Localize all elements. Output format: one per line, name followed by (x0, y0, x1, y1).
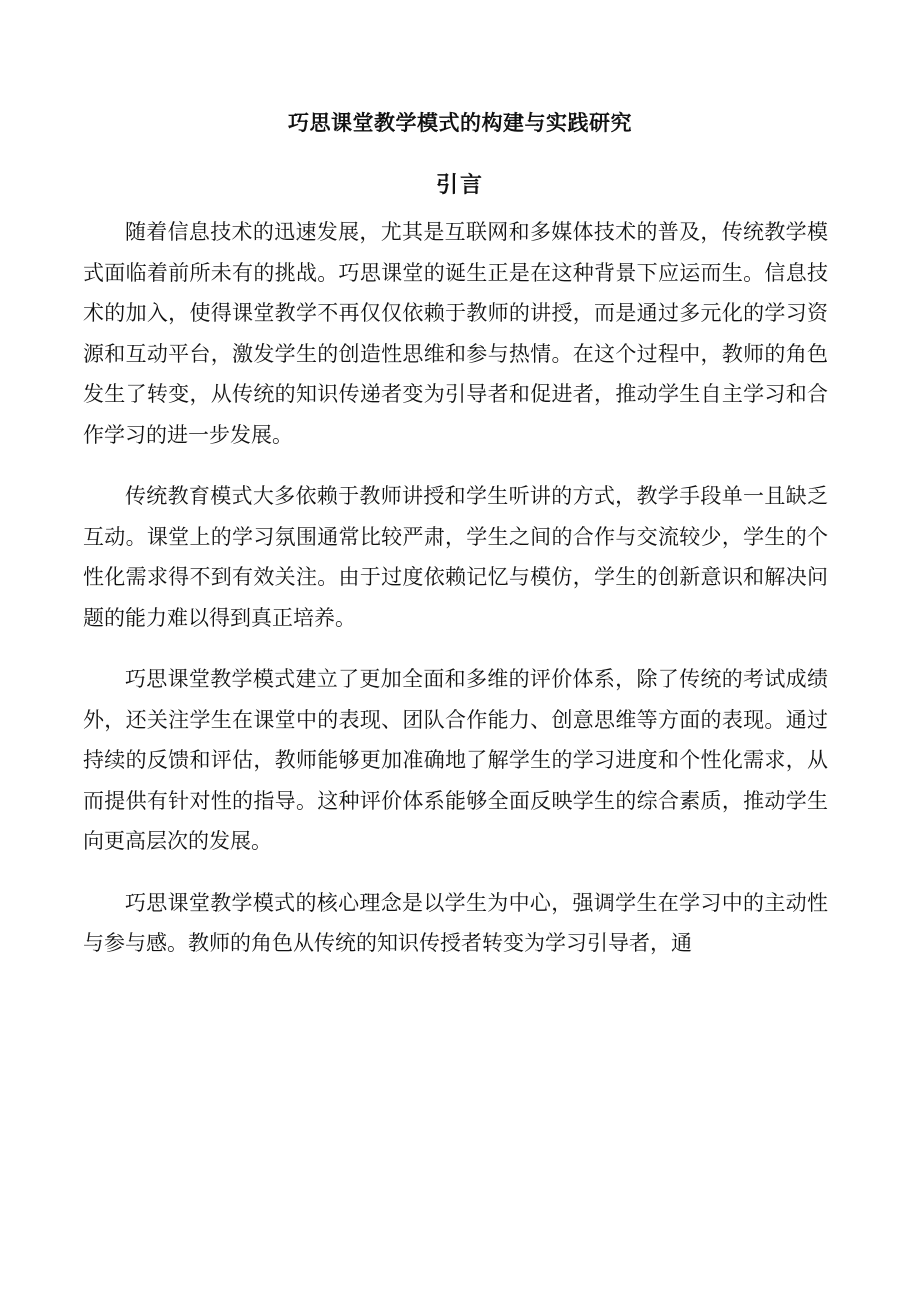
paragraph: 随着信息技术的迅速发展，尤其是互联网和多媒体技术的普及，传统教学模式面临着前所未有的挑战。巧思课堂的诞生正是在这种背景下应运而生。信息技术的加入，使得课堂教学不再仅仅依赖于教师的讲授，而是通过多元化的学习资源和互动平台，激发学生的创造性思维和参与热情。在这个过程中，教师的角色发生了转变，从传统的知识传递者变为引导者和促进者，推动学生自主学习和合作学习的进一步发展。 (83, 220, 828, 447)
document-title: 巧思课堂教学模式的构建与实践研究 (288, 110, 632, 135)
paragraph: 巧思课堂教学模式建立了更加全面和多维的评价体系，除了传统的考试成绩外，还关注学生在课堂中的表现、团队合作能力、创意思维等方面的表现。通过持续的反馈和评估，教师能够更加准确地了解学生的学习进度和个性化需求，从而提供有针对性的指导。这种评价体系能够全面反映学生的综合素质，推动学生向更高层次的发展。 (83, 667, 828, 853)
paragraph: 传统教育模式大多依赖于教师讲授和学生听讲的方式，教学手段单一且缺乏互动。课堂上的学习氛围通常比较严肃，学生之间的合作与交流较少，学生的个性化需求得不到有效关注。由于过度依赖记忆与模仿，学生的创新意识和解决问题的能力难以得到真正培养。 (83, 484, 828, 630)
document-body (83, 212, 828, 985)
section-heading: 引言 (435, 172, 484, 198)
paragraph: 巧思课堂教学模式的核心理念是以学生为中心，强调学生在学习中的主动性与参与感。教师的角色从传统的知识传授者转变为学习引导者，通 (83, 890, 828, 955)
